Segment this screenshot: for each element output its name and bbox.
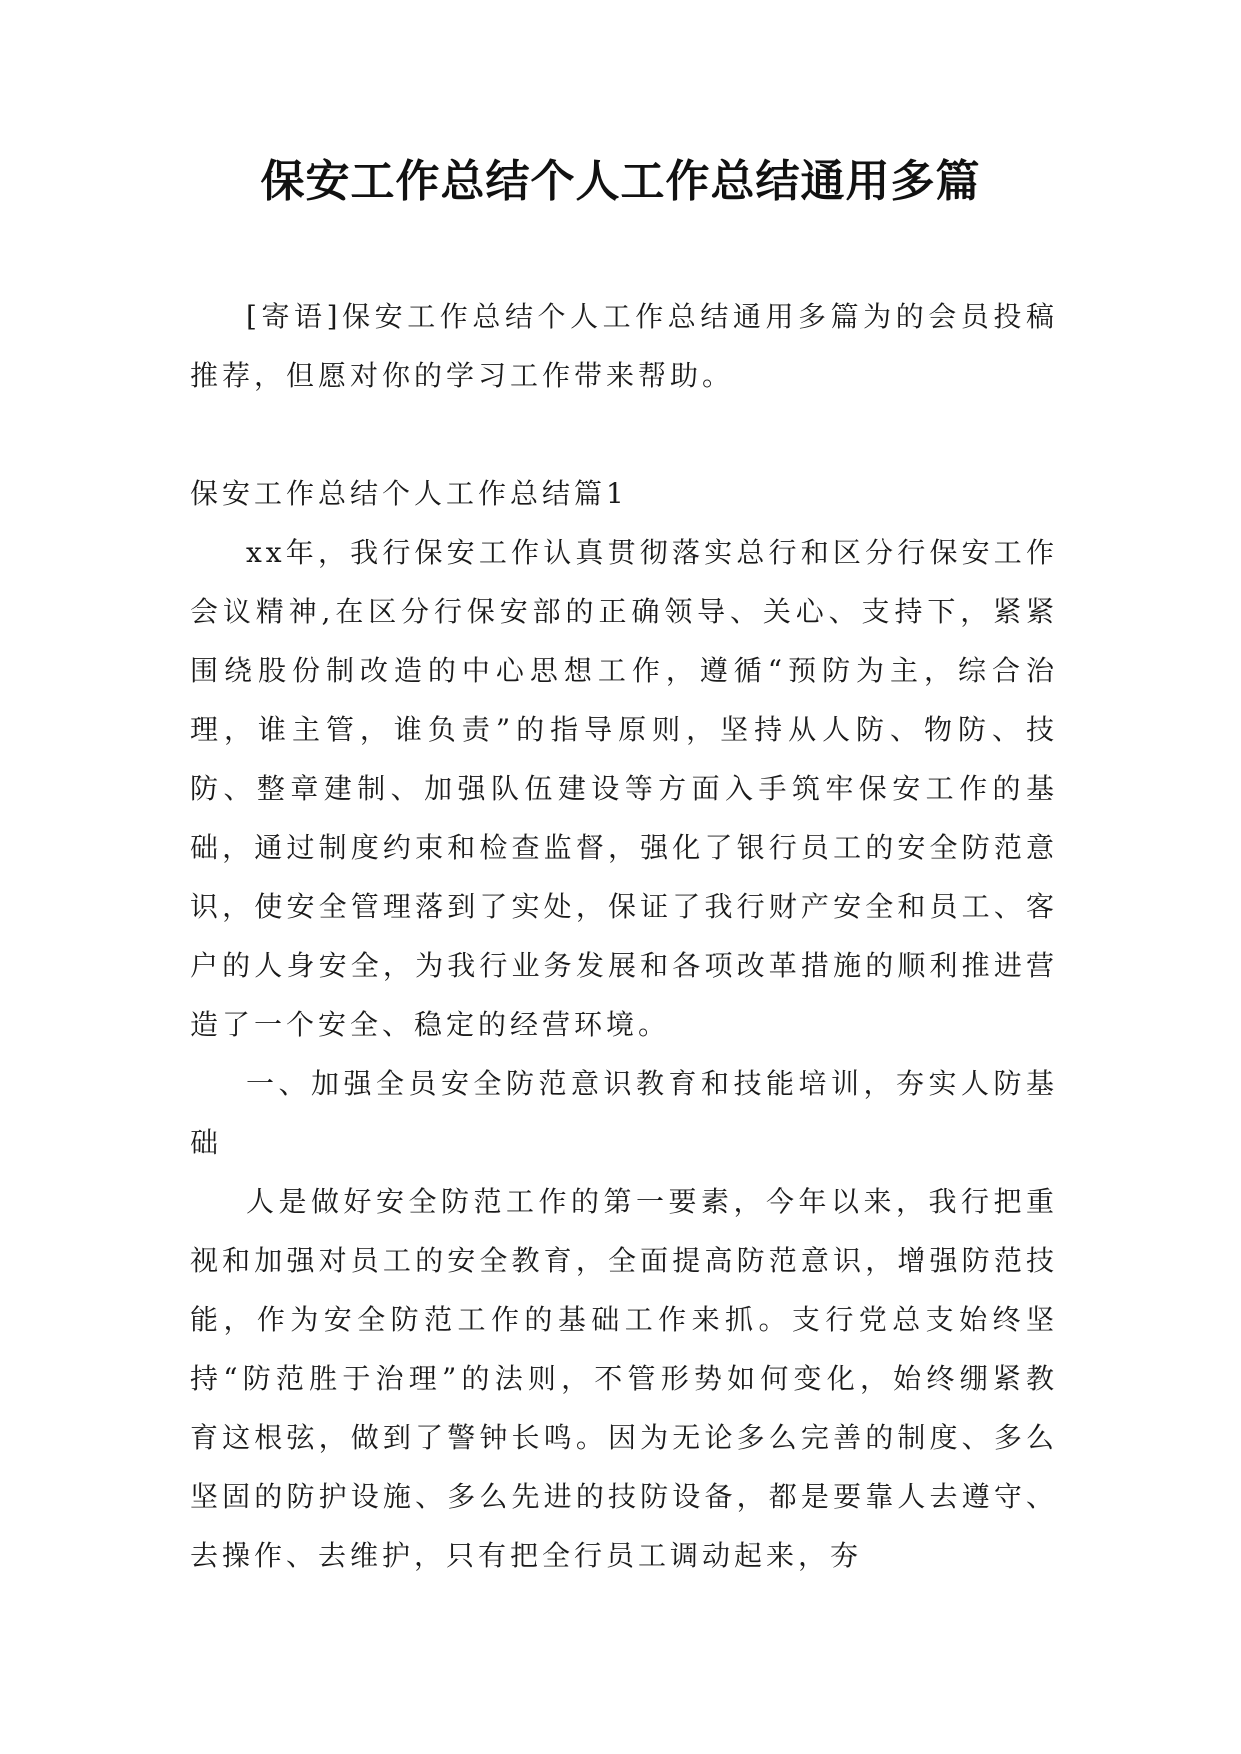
document-title: 保安工作总结个人工作总结通用多篇 [260, 156, 981, 207]
section-heading: 保安工作总结个人工作总结篇1 [190, 477, 628, 510]
subheading-paragraph: 一、加强全员安全防范意识教育和技能培训，夯实人防基础 [190, 1067, 1058, 1159]
document-body [190, 287, 1058, 1585]
body-paragraph: xx年，我行保安工作认真贯彻落实总行和区分行保安工作会议精神,在区分行保安部的正确领导、关心、支持下，紧紧围绕股份制改造的中心思想工作，遵循“预防为主，综合治理，谁主管，谁负责”的指导原则，坚持从人防、物防、技防、整章建制、加强队伍建设等方面入手筑牢保安工作的基础，通过制度约束和检查监督，强化了银行员工的安全防范意识，使安全管理落到了实处，保证了我行财产安全和员工、客户的人身安全，为我行业务发展和各项改革措施的顺利推进营造了一个安全、稳定的经营环境。 [190, 536, 1058, 1041]
intro-paragraph: [寄语]保安工作总结个人工作总结通用多篇为的会员投稿推荐，但愿对你的学习工作带来帮助。 [190, 300, 1058, 392]
body-paragraph: 人是做好安全防范工作的第一要素，今年以来，我行把重视和加强对员工的安全教育，全面提高防范意识，增强防范技能，作为安全防范工作的基础工作来抓。支行党总支始终坚持“防范胜于治理”的法则，不管形势如何变化，始终绷紧教育这根弦，做到了警钟长鸣。因为无论多么完善的制度、多么坚固的防护设施、多么先进的技防设备，都是要靠人去遵守、去操作、去维护，只有把全行员工调动起来，夯 [190, 1185, 1058, 1572]
